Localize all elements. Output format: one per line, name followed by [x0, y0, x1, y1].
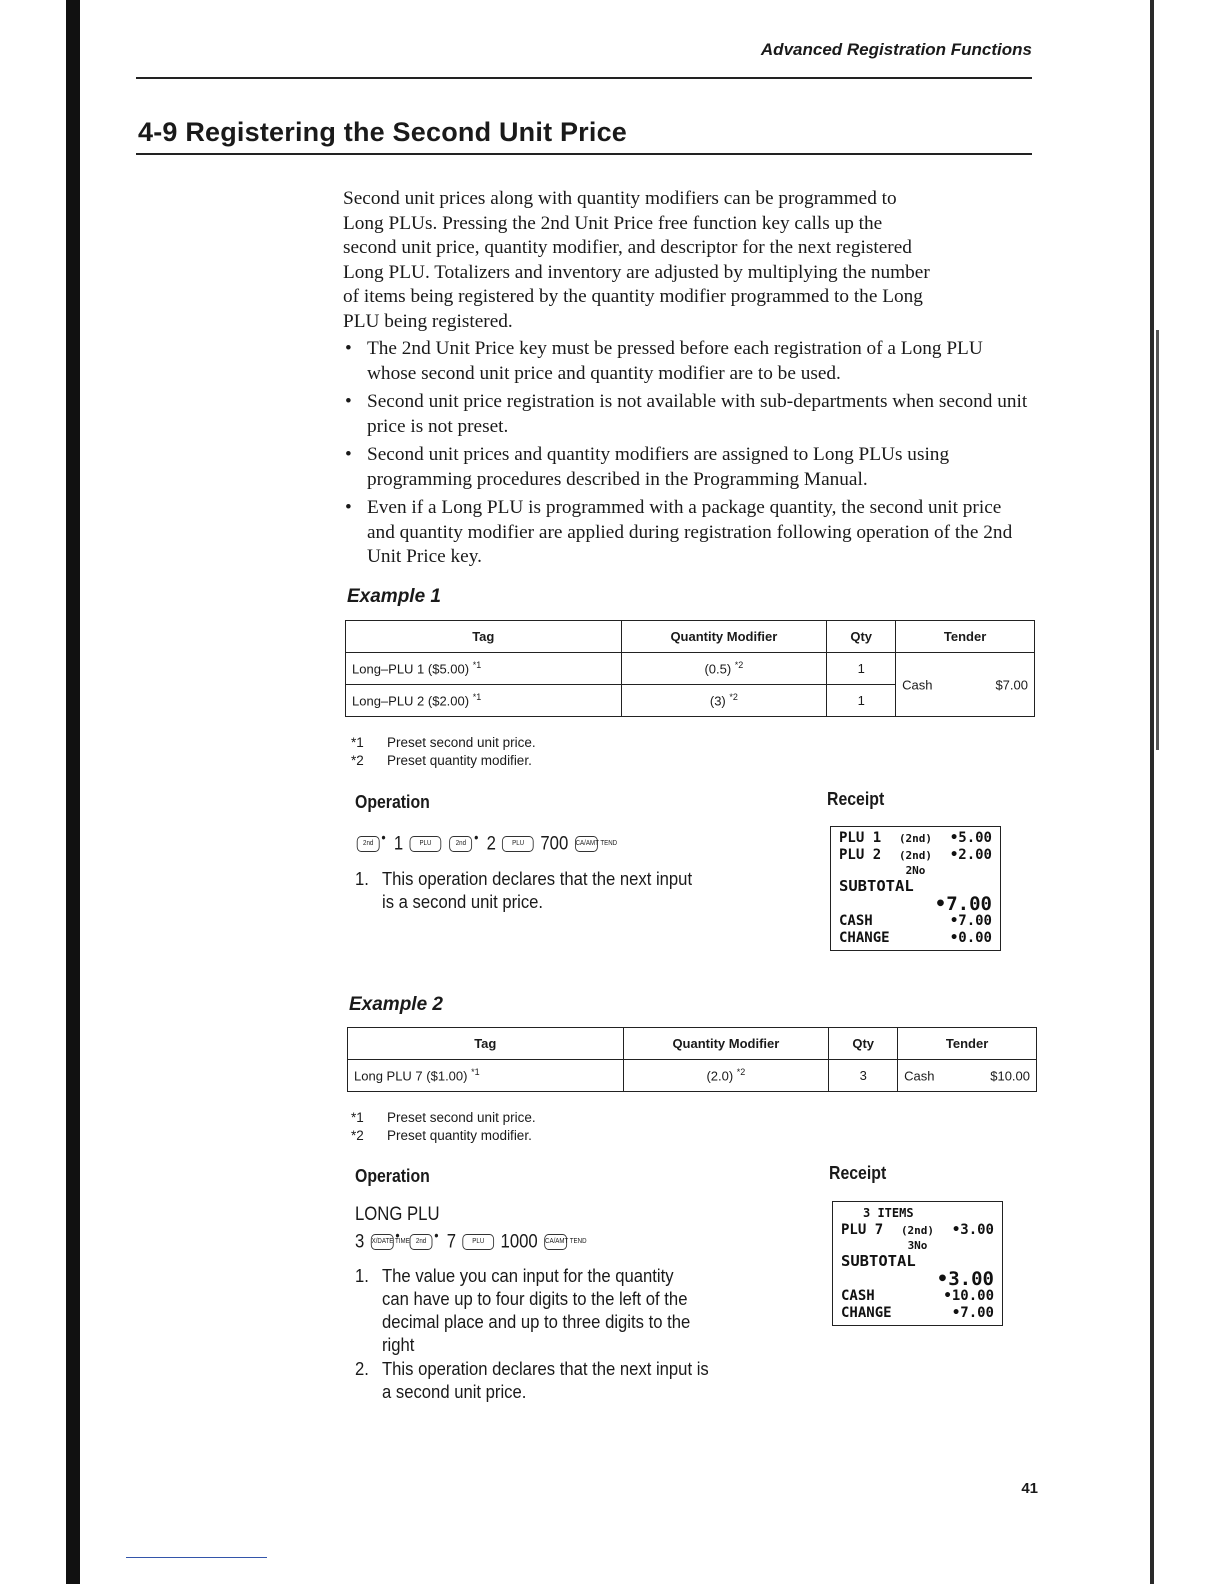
intro-line: Long PLU. Totalizers and inventory are adjusted by multiplying the number — [343, 261, 930, 283]
op-prefix: LONG PLU — [355, 1204, 440, 1225]
cash-tender-key-icon: CA/AMT TEND — [544, 1234, 567, 1250]
col-header-tag: Tag — [348, 1028, 624, 1060]
receipt-line: PLU 1 (2nd) •5.00 — [839, 830, 992, 846]
second-unit-price-key-icon: 2nd — [357, 836, 380, 852]
tag-cell: Long PLU 7 ($1.00) $^{*1}$ — [348, 1060, 624, 1092]
col-header-qty: Qty — [829, 1028, 898, 1060]
note-line: *1 Preset second unit price. — [351, 735, 536, 750]
example-2-notes — [351, 1109, 536, 1145]
example-1-notes — [351, 734, 536, 770]
bullet-item: • Second unit price registration is not available with sub-departments when second unit price is not preset. — [343, 390, 1033, 439]
col-header-quantity-modifier: Quantity Modifier — [623, 1028, 829, 1060]
amount-entry: 1000 — [500, 1231, 538, 1253]
receipt-line: CHANGE •0.00 — [839, 930, 992, 946]
plu-key-icon: PLU — [462, 1234, 494, 1250]
operation-title: Operation — [355, 1166, 430, 1186]
example-2-title: Example 2 — [349, 994, 443, 1015]
intro-line: Long PLUs. Pressing the 2nd Unit Price free function key calls up the — [343, 212, 883, 234]
receipt-line: •7.00 — [934, 893, 992, 915]
intro-line: second unit price, quantity modifier, and descriptor for the next registered — [343, 237, 912, 258]
footnote-rule — [126, 1557, 267, 1558]
receipt-line: PLU 7 (2nd) •3.00 — [841, 1222, 994, 1238]
table-row — [348, 1060, 1037, 1092]
intro-line: Second unit prices along with quantity modifiers can be programmed to — [343, 188, 897, 209]
example-1-title: Example 1 — [347, 586, 441, 607]
intro-line: PLU being registered. — [343, 310, 513, 332]
digit: 1 — [393, 833, 404, 855]
second-unit-price-key-icon: 2nd — [449, 836, 472, 852]
receipt-line: •3.00 — [936, 1268, 994, 1290]
receipt-title: Receipt — [829, 1163, 887, 1183]
operation-title: Operation — [355, 792, 430, 812]
note-line: *2 Preset quantity modifier. — [351, 753, 532, 768]
col-header-qty: Qty — [827, 621, 896, 653]
note-line: *2 Preset quantity modifier. — [351, 1128, 532, 1143]
receipt-line: PLU 2 (2nd) •2.00 — [839, 847, 992, 863]
scan-right-edge-shadow — [1156, 330, 1159, 750]
receipt-line: 3 ITEMS — [863, 1206, 914, 1220]
amount-entry: 700 — [540, 833, 569, 855]
qty-cell: 1 — [827, 685, 896, 717]
digit: 7 — [446, 1231, 457, 1253]
receipt-line: SUBTOTAL — [841, 1252, 916, 1270]
running-header: Advanced Registration Functions — [760, 40, 1032, 59]
page-number: 41 — [1021, 1480, 1038, 1497]
section-title: 4-9 Registering the Second Unit Price — [138, 117, 628, 147]
intro-paragraph — [343, 187, 1028, 334]
qty-cell: 1 — [827, 653, 896, 685]
plu-key-icon: PLU — [502, 836, 534, 852]
bullet-list — [343, 337, 1033, 574]
intro-line: of items being registered by the quantity modifier programmed to the Long — [343, 286, 923, 307]
col-header-quantity-modifier: Quantity Modifier — [621, 621, 827, 653]
scan-right-edge — [1150, 0, 1154, 1584]
bullet-item: • Even if a Long PLU is programmed with a package quantity, the second unit price and quantity modifier are applied during registration following operation of the 2nd Unit Price key. — [343, 496, 1033, 570]
bullet-item: • The 2nd Unit Price key must be pressed before each registration of a Long PLU whose second unit price and quantity modifier are to be used. — [343, 337, 1033, 386]
bullet-item: • Second unit prices and quantity modifiers are assigned to Long PLUs using programming procedures described in the Programming Manual. — [343, 443, 1033, 492]
digit: 3 — [355, 1231, 365, 1253]
digit: 2 — [486, 833, 496, 855]
qty-cell: 3 — [829, 1060, 898, 1092]
header-rule — [136, 77, 1032, 79]
quantity-modifier-cell: (0.5) $^{*2}$ — [621, 653, 827, 685]
multiply-date-time-key-icon: X/DATE TIME — [371, 1234, 394, 1250]
example-2-table — [347, 1027, 1037, 1092]
plu-key-icon: PLU — [410, 836, 442, 852]
receipt-line: SUBTOTAL — [839, 877, 914, 895]
cash-tender-key-icon: CA/AMT TEND — [575, 836, 598, 852]
receipt-line: CASH •10.00 — [841, 1288, 994, 1304]
title-rule — [136, 153, 1032, 155]
receipt-line: 3No — [907, 1239, 928, 1252]
col-header-tender: Tender — [896, 621, 1035, 653]
receipt-line: CASH •7.00 — [839, 913, 992, 929]
step-item: 2. This operation declares that the next input is a second unit price. — [355, 1358, 709, 1402]
table-header-row — [348, 1028, 1037, 1060]
step-item: 1. The value you can input for the quantity can have up to four digits to the left of the decimal place and up to three digits to the right — [355, 1265, 691, 1355]
quantity-modifier-cell: (2.0) $^{*2}$ — [623, 1060, 829, 1092]
key-sequence: 2nd • 1 PLU 2nd • 2 PLU 700 CA/AMT TEND — [355, 829, 599, 855]
receipt-1 — [830, 826, 1001, 951]
receipt-2 — [832, 1201, 1003, 1326]
note-line: *1 Preset second unit price. — [351, 1110, 536, 1125]
step-item: 1. This operation declares that the next input is a second unit price. — [355, 868, 693, 912]
tag-cell: Long–PLU 2 ($2.00) $^{*1}$ — [346, 685, 622, 717]
receipt-line: CHANGE •7.00 — [841, 1305, 994, 1321]
col-header-tag: Tag — [346, 621, 622, 653]
tender-cell: Cash $10.00 — [898, 1060, 1037, 1092]
receipt-title: Receipt — [827, 789, 885, 809]
scan-left-margin-bar — [66, 0, 80, 1584]
receipt-line: 2No — [905, 864, 926, 877]
table-header-row — [346, 621, 1035, 653]
tag-cell: Long–PLU 1 ($5.00) $^{*1}$ — [346, 653, 622, 685]
table-row — [346, 653, 1035, 685]
example-1-table — [345, 620, 1035, 717]
col-header-tender: Tender — [898, 1028, 1037, 1060]
tender-cell: Cash $7.00 — [896, 653, 1035, 717]
key-sequence: 3 X/DATE TIME• 2nd • 7 PLU 1000 CA/AMT TEND — [355, 1227, 587, 1253]
quantity-modifier-cell: (3) $^{*2}$ — [621, 685, 827, 717]
second-unit-price-key-icon: 2nd — [410, 1234, 433, 1250]
